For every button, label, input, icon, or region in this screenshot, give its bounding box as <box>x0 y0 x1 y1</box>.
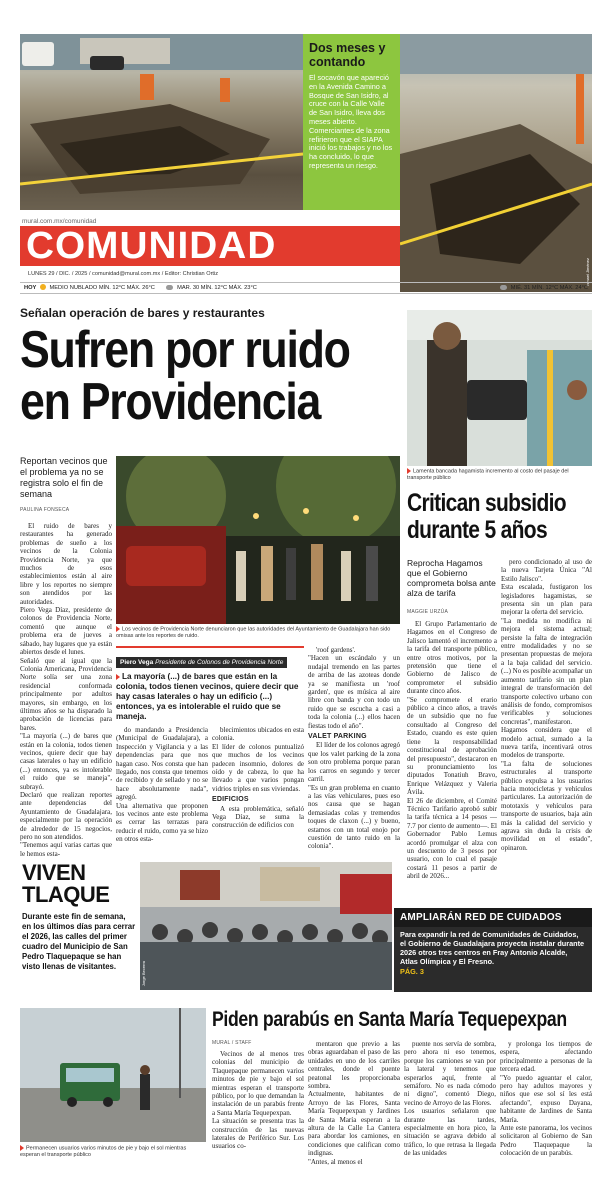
top-box <box>303 34 400 210</box>
side-deck: Reprocha Hagamos que el Gobierno comprometa bolsa ante alza de tarifa <box>407 558 496 598</box>
bus-caption-text: Lamenta bancada hagamista incremento al costo del pasaje del transporte público <box>407 468 569 482</box>
bus-photo <box>407 310 592 466</box>
side-byline: MAGGIE URZÚA <box>407 609 449 615</box>
weather-tuesday: MAR. 30 MÍN. 12°C MÁX. 23°C <box>177 285 257 291</box>
side-headline: Critican subsidio durante 5 años <box>407 489 566 544</box>
main-col2-text: do mandando a Presidencia (Municipal de Guadalajara), a Inspección y Vigilancia y a las dependencias para que nos hagan caso. Nos consta que han llegado, nos consta que tenemos de recibido y de sellado y no se hace absolutamente nada", agregó. Una alternativa que proponen los vecinos ante este problema es cerrar las terrazas para reducir el ruido, como ya se hizo en otros esta- <box>116 726 208 844</box>
caption-marker-icon <box>116 626 120 632</box>
sinkhole-scene-art <box>20 34 303 210</box>
weather-bar <box>20 282 400 294</box>
parabus-byline: MURAL / STAFF <box>212 1040 252 1046</box>
main-col4 <box>308 646 400 874</box>
weather-wednesday: MIÉ. 31 MÍN. 12°C MÁX. 24°C <box>510 285 588 291</box>
sub-edificios: EDIFICIOS <box>212 796 249 804</box>
parabus-col3-text: puente nos servía de sombra, pero ahora ni eso tenemos, porque los camiones se van por la lateral y tenemos que esperarlos aquí, frente al semáforo. No es nada cómodo ni digno", comentó Diego, vecino de Arroyo de las Flores. Los usuarios señalaron que durante las tardes, especialmente en hora pico, la situación se agrava debido al tráfico, lo que retrasa la llegada de las unidades <box>404 1040 496 1158</box>
main-byline: PAULINA FONSECA <box>20 507 70 513</box>
tlaque-box <box>20 860 138 992</box>
main-col3 <box>212 726 304 874</box>
weather-cloud-icon-2 <box>500 285 507 290</box>
section-name: COMUNIDAD <box>26 225 277 267</box>
cuidados-text: Para expandir la red de Comunidades de Cuidados, el Gobierno de Guadalajara proyecta instalar durante 2026 otros tres centros en Fray Antonio Alcalde, Atlas Olímpica y El Fresno. <box>400 930 585 966</box>
side-col1-text: El Grupo Parlamentario de Hagamos en el Congreso de Jalisco lamentó el incremento a la tarifa del transporte público, entre otros motivos, por la pretensión que tiene el Gobierno de Jalisco de comprometer el subsidio durante cinco años. "Se compromete el erario público a cinco años, a través de un subsidio que no fue consultado al Congreso del Estado, cuando es este quien tiene la responsabilidad constitucional de aprobación del presupuesto", destacaron en su pronunciamiento los diputados Tonatiuh Bravo, Enrique Velázquez y Valeria Ávila. El 26 de diciembre, el Comité Técnico Tarifario aprobó subir la tarifa técnica a 14 pesos —7.7 por ciento de aumento—. El Gobernador Pablo Lemus acordó promulgar el alza con un descuento de 3 pesos por usuario, con lo cual el pasaje costará 11 pesos a partir de abril de 2026... <box>407 620 497 881</box>
providencia-photo <box>116 456 400 624</box>
bus-interior-art <box>407 310 592 466</box>
quote-body: La mayoría (...) de bares que están en la colonia, todos tienen vecinos, quiere decir que hay casas laterales o hay un edificio (...) entonces, ya es intolerable el ruido que se maneja. <box>116 672 299 721</box>
main-col2 <box>116 726 208 874</box>
sinkhole-photo-right <box>400 34 592 292</box>
top-box-text: El socavón que apareció en la Avenida Camino a Bosque de San Isidro, al cruce con la Calle Valle de San Isidro, lleva dos meses abierto. Comerciantes de la zona refirieron que el SIAPA inició los trabajos y no los ha concluido, lo que representa un riesgo. <box>309 73 393 170</box>
providencia-caption-text: Los vecinos de Providencia Norte denunciaron que las autoridades del Ayuntamiento de Guadalajara han sido omisas ante los reportes de ruido. <box>116 626 391 640</box>
quote-header <box>116 657 287 668</box>
main-col1 <box>20 522 112 874</box>
quote-name: Piero Vega <box>120 659 154 666</box>
tlaque-text: Durante este fin de semana, en los últimos días para cerrar el 2026, las calles del primer cuadro del Municipio de San Pedro Tlaquepaque se han visto llenas de visitantes. <box>22 912 136 971</box>
cuidados-page[interactable]: PÁG. 3 <box>400 967 424 976</box>
quote-text <box>116 672 304 722</box>
weather-hoy: HOY <box>24 285 37 291</box>
parabus-col1 <box>212 1050 304 1174</box>
sinkhole-photo-left <box>20 34 303 210</box>
side-col1 <box>407 620 497 892</box>
night-crowd-art <box>116 456 400 624</box>
tlaque-photo <box>140 862 392 990</box>
tlaque-title-1: VIVEN <box>22 860 86 885</box>
main-kicker: Señalan operación de bares y restaurantes <box>20 306 265 320</box>
cuidados-box <box>394 908 592 992</box>
main-deck: Reportan vecinos que el problema ya no se registra solo el fin de semana <box>20 456 108 499</box>
cuidados-title: AMPLIARÁN RED DE CUIDADOS <box>394 908 592 927</box>
main-col4b-text: El líder de los colonos agregó que los valet parking de la zona son otro problema porque paran los carros en segundo y tercer carril. "Es un gran problema en cuanto a las vías vehiculares, pues eso nos causa que se hagan demasiadas colas y tremendos toques de claxon (...) y bueno, estamos con un total enojo por cuestión de tanto ruido en la colonia". <box>308 741 400 851</box>
parabus-col2-text: mentaron que previo a las obras aguardaban el paso de las unidades en uno de los carriles centrales, donde el puente peatonal les proporcionaba sombra. Actualmente, habitantes de Arroyo de las Flores, Santa María Tequepexpan y Jardines de Santa María esperan a la altura de la Calle La Cantera para abordar los camiones, en condiciones que califican como indignas. "Antes, al menos el <box>308 1040 400 1166</box>
main-col1-text: El ruido de bares y restaurantes ha generado problemas de sueño a los vecinos de la Colonia Providencia Norte, ya que muchos de esos establecimientos están al aire libre y los reportes no siempre son atendidos por las autoridades. Piero Vega Díaz, presidente de colonos de Providencia Norte, comentó que aunque el problema era de jueves a sábado, hay lugares que ya están abiertos desde el lunes. Señaló que al igual que la Colonia Americana, Providencia Norte solía ser una zona residencial conformada principalmente por adultos mayores, sin embargo, en los últimos años se ha disparado la aprobación de licencias para bares. "La mayoría (...) de bares que están en la colonia, todos tienen vecinos, quiere decir que hay casas laterales o hay un edificio (...) entonces, ya es intolerable el ruido que se maneja", subrayó. Declaró que realizan reportes ante dependencias del Ayuntamiento de Guadalajara, especialmente por la operación de alrededor de 15 negocios, pero no son atendidos. "Tenemos aquí varias cartas que le hemos esta- <box>20 522 112 858</box>
parabus-col4-text: y prolonga los tiempos de espera, afectando principalmente a personas de la tercera edad. "Yo puedo aguantar el calor, pero hay adultos mayores y niños que ese sol sí les está afectando", expuso Dayana, habitante de Jardines de Santa María. Ante este panorama, los vecinos solicitaron al Gobierno de San Pedro Tlaquepaque la colocación de un parabús. <box>500 1040 592 1158</box>
tlaque-title-2: TLAQUE <box>22 882 110 907</box>
sinkhole-closeup-art <box>400 34 592 292</box>
parabus-col1-text: Vecinos de al menos tres colonias del municipio de Tlaquepaque permanecen varios minutos de pie y bajo el sol mientras esperan el transporte público, por lo que demandan la instalación de un parabús frente a Santa María Tequepexpan. La situación se presenta tras la construcción de las nuevas laterales de Periférico Sur. Los usuarios co- <box>212 1050 304 1151</box>
weather-today: MEDIO NUBLADO MÍN. 12°C MÁX. 26°C <box>49 285 155 291</box>
parabus-caption <box>20 1145 206 1159</box>
masthead-url[interactable]: mural.com.mx/comunidad <box>22 218 97 225</box>
parabus-photo <box>20 1008 206 1142</box>
bus-caption <box>407 468 592 482</box>
sub-valet: VALET PARKING <box>308 733 367 741</box>
main-headline: Sufren por ruido en Providencia <box>20 321 350 431</box>
side-col2 <box>501 558 592 892</box>
parabus-headline: Piden parabús en Santa María Tequepexpan <box>212 1008 567 1031</box>
main-col3-text: blecimientos ubicados en esta colonia. El líder de colonos puntualizó que muchos de los vecinos padecen insomnio, dolores de oído y de cabeza, lo que ha llevado a que varios pongan vidrios triples en sus viviendas. <box>212 726 304 793</box>
parabus-col2 <box>308 1040 400 1174</box>
top-photo-credit: Ismael Jiménez <box>585 258 590 286</box>
crowd-street-art <box>140 862 392 990</box>
providencia-caption <box>116 626 400 640</box>
parabus-caption-text: Permanecen usuarios varios minutos de pie y bajo el sol mientras esperan el transporte público <box>20 1145 187 1159</box>
top-box-title: Dos meses y contando <box>309 41 386 69</box>
bus-stop-art <box>20 1008 206 1142</box>
parabus-col4 <box>500 1040 592 1174</box>
parabus-caption-marker-icon <box>20 1145 24 1151</box>
main-col3b-text: A esta problemática, señaló Vega Díaz, se suma la construcción de edificios con <box>212 804 304 830</box>
tlaque-photo-credit: Jorge Becerra <box>141 960 146 986</box>
quote-role: Presidente de Colonos de Providencia Norte <box>155 659 284 666</box>
bus-caption-marker-icon <box>407 468 411 474</box>
parabus-col3 <box>404 1040 496 1174</box>
weather-cloud-icon <box>166 285 173 290</box>
weather-bar-right <box>400 282 592 294</box>
main-col4a-text: 'roof gardens'. "Hacen un escándalo y un nudajal tremendo en las partes de arriba de las azoteas donde ya se manifiesta un 'roof garden', que es música al aire libre con banda y con todo un ruido que se escucha a casi a toda la colonia (...) ellos hacen fiestas todo el año". <box>308 646 400 730</box>
weather-sun-icon <box>40 284 46 290</box>
side-col2-text: pero condicionado al uso de la nueva Tarjeta Única "Al Estilo Jalisco". Esta escalada, fustigaron los legisladores hagamistas, se presenta sin un plan para mejorar la oferta del servicio. "La medida no modifica ni mejora el sistema actual; persiste la falta de integración entre modalidades y no se presentan propuestas de mejora a la baja calidad del servicio. (...) No es posible acompañar un aumento tarifario sin un plan integral de transformación del transporte colectivo urbano con análisis de fondo, compromisos verificables y soluciones concretas", manifestaron. Hagamos considera que el modelo actual, sumado a la nueva tarifa, incentivará otros modelos de transporte. "La falta de soluciones estructurales al transporte público expulsa a los usuarios hacia motocicletas y vehículos particulares. La autorización de mototaxis y vehículos para transporte de usuarios, baja aún más la calidad del servicio y agrava sin duda la crisis de movilidad en el estado", opinaron. <box>501 558 592 852</box>
quote-marker-icon <box>116 674 120 680</box>
quote-box <box>116 646 304 721</box>
masthead-info: LUNES 29 / DIC. / 2025 / comunidad@mural.com.mx / Editor: Christian Ortiz <box>28 271 219 277</box>
